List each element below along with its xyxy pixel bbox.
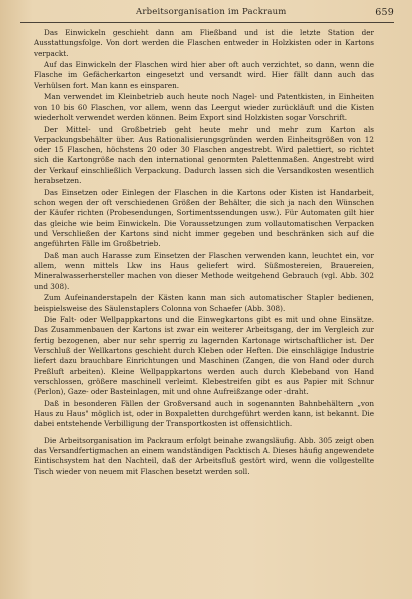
header-rule [20,22,394,23]
running-title: Arbeitsorganisation im Packraum [136,7,287,17]
body-text [34,28,374,478]
running-header [136,7,394,21]
paragraph: Daß in besonderen Fällen der Großversand auch in sogenannten Bahnbehältern „von Haus zu Haus" möglich ist, oder in Boxpaletten durchgeführt werden kann, ist bekannt. Die dabei entstehende Verbilligung der Transportkosten ist offensichtlich. [34,398,374,429]
paragraph: Daß man auch Harasse zum Einsetzen der Flaschen verwenden kann, leuchtet ein, vor allem, wenn mittels Lkw ins Haus geliefert wird. Süßmostereien, Brauereien, Mineralwasserhersteller machen von dieser Methode weitgehend Gebrauch (vgl. Abb. 302 und 308). [34,250,374,291]
paragraph: Das Einsetzen oder Einlegen der Flaschen in die Kartons oder Kisten ist Handarbeit, schon wegen der oft verschiedenen Größen der Behälter, die sich ja nach den Wünschen der Käufer richten (Probesendungen, Sortimentssendungen usw.). Für Automaten gilt hier das gleiche wie beim Einwickeln. Die Voraussetzungen zum vollautomatischen Verpacken und Verschließen der Kartons sind nicht immer gegeben und beschränken sich auf die angeführten Fälle im Großbetrieb. [34,187,374,249]
paragraph: Auf das Einwickeln der Flaschen wird hier aber oft auch verzichtet, so dann, wenn die Flasche im Gefächerkarton eingesetzt und versandt wird. Hier fällt dann auch das Verhülsen fort. Man kann es einsparen. [34,60,374,90]
paragraph: Man verwendet im Kleinbetrieb auch heute noch Nagel- und Patentkisten, in Einheiten von 10 bis 60 Flaschen, vor allem, wenn das Leergut wieder zurückläuft und die Kisten wiederholt verwendet werden können. Beim Export sind Holzkisten sogar Vorschrift. [34,92,374,122]
paragraph: Die Falt- oder Wellpappkartons und die Einwegkartons gibt es mit und ohne Einsätze. Das Zusammenbauen der Kartons ist zwar ein weiterer Arbeitsgang, der im Vergleich zur fertig bezogenen, aber nur sehr sperrig zu lagernden Kartonage wirtschaftlicher ist. Der Verschluß der Wellkartons geschieht durch Kleben oder Heften. Die einschlägige Industrie liefert dazu brauchbare Einrichtungen und Maschinen (Zangen, die von Hand oder durch Preßluft arbeiten). Kleine Wellpappkartons werden auch durch Klebeband von Hand verschlossen, größere maschinell verleimt. Klebestreifen gibt es aus Papier mit Schnur (Perlon), Gaze- oder Basteinlagen, mit und ohne Aufreißzange oder -draht. [34,315,374,397]
paragraph: Das Einwickeln geschieht dann am Fließband und ist die letzte Station der Ausstattungsfolge. Von dort werden die Flaschen entweder in Holzkisten oder in Kartons verpackt. [34,28,374,58]
paragraph: Die Arbeitsorganisation im Packraum erfolgt beinahe zwangsläufig. Abb. 305 zeigt oben das Versandfertigmachen an einem wandständigen Packtisch A. Dieses häufig angewendete Eintischsystem hat den Nachteil, daß der Arbeitsfluß gestört wird, wenn die vollgestellte Tisch wieder von neuem mit Flaschen besetzt werden soll. [34,435,374,476]
paragraph: Zum Aufeinanderstapeln der Kästen kann man sich automatischer Stapler bedienen, beispielsweise des Säulenstaplers Colonna von Schaefer (Abb. 308). [34,293,374,313]
paragraph: Der Mittel- und Großbetrieb geht heute mehr und mehr zum Karton als Verpackungsbehälter über. Aus Rationalisierungsgründen werden Einheitsgrößen von 12 oder 15 Flaschen, höchstens 20 oder 30 Flaschen angestrebt. Wird palettiert, so richtet sich die Kartongröße nach den international genormten Palettenmaßen. Angestrebt wird der Verkauf einschließlich Verpackung. Dadurch lassen sich die Versandkosten wesentlich herabsetzen. [34,124,374,186]
page-number: 659 [375,7,394,18]
